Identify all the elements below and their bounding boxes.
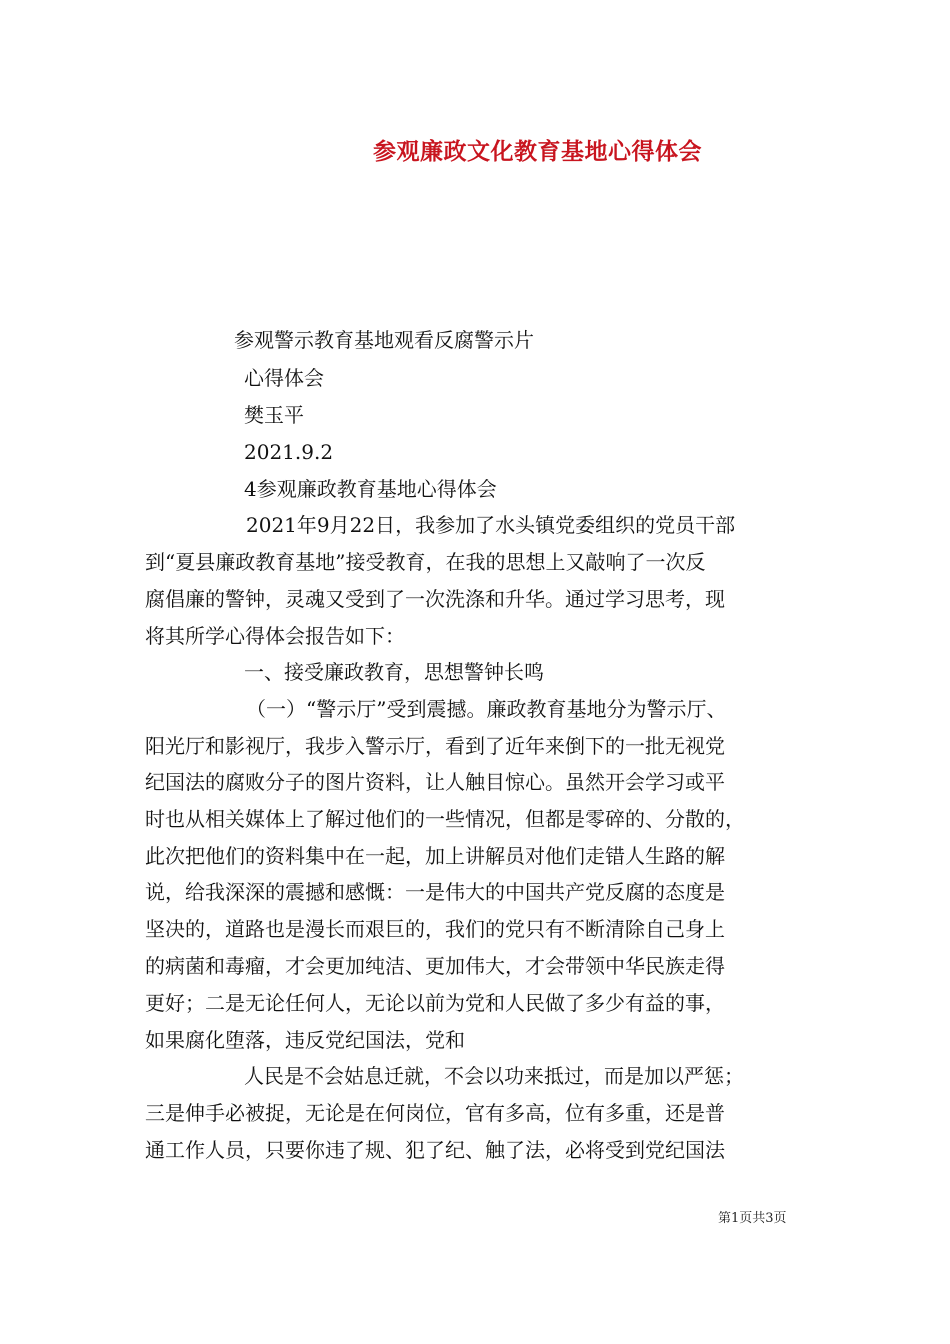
meta-line-heading: 4参观廉政教育基地心得体会 [244,477,497,501]
body-line: 三是伸手必被捉，无论是在何岗位，官有多高，位有多重，还是普 [145,1101,725,1125]
body-line: 腐倡廉的警钟，灵魂又受到了一次洗涤和升华。通过学习思考，现 [145,587,725,611]
body-line: 2021年9月22日，我参加了水头镇党委组织的党员干部 [246,513,736,537]
body-line: 更好；二是无论任何人，无论以前为党和人民做了多少有益的事， [145,991,725,1015]
body-line: 坚决的，道路也是漫长而艰巨的，我们的党只有不断清除自己身上 [145,917,725,941]
body-line: 将其所学心得体会报告如下： [145,624,405,648]
body-line: 阳光厅和影视厅，我步入警示厅，看到了近年来倒下的一批无视党 [145,734,725,758]
meta-line-type: 心得体会 [244,366,324,390]
body-line: 纪国法的腐败分子的图片资料，让人触目惊心。虽然开会学习或平 [145,770,725,794]
body-line: 通工作人员，只要你违了规、犯了纪、触了法，必将受到党纪国法 [145,1138,725,1162]
page-number-footer: 第1页共3页 [718,1211,787,1226]
document-title: 参观廉政文化教育基地心得体会 [373,138,702,165]
body-line: （一）“警示厅”受到震撼。廉政教育基地分为警示厅、 [246,697,727,721]
body-line: 人民是不会姑息迁就，不会以功来抵过，而是加以严惩； [244,1064,744,1088]
body-line: 此次把他们的资料集中在一起，加上讲解员对他们走错人生路的解 [145,844,725,868]
meta-line-author: 樊玉平 [244,403,304,427]
body-line: 时也从相关媒体上了解过他们的一些情况，但都是零碎的、分散的， [145,807,745,831]
section-heading: 一、接受廉政教育，思想警钟长鸣 [244,660,544,684]
meta-line-subject: 参观警示教育基地观看反腐警示片 [234,328,534,352]
body-line: 说，给我深深的震撼和感慨：一是伟大的中国共产党反腐的态度是 [145,880,725,904]
body-line: 的病菌和毒瘤，才会更加纯洁、更加伟大，才会带领中华民族走得 [145,954,725,978]
meta-line-date: 2021.9.2 [244,440,334,464]
body-line: 到“夏县廉政教育基地”接受教育，在我的思想上又敲响了一次反 [145,550,706,574]
body-line: 如果腐化堕落，违反党纪国法，党和 [145,1028,465,1052]
